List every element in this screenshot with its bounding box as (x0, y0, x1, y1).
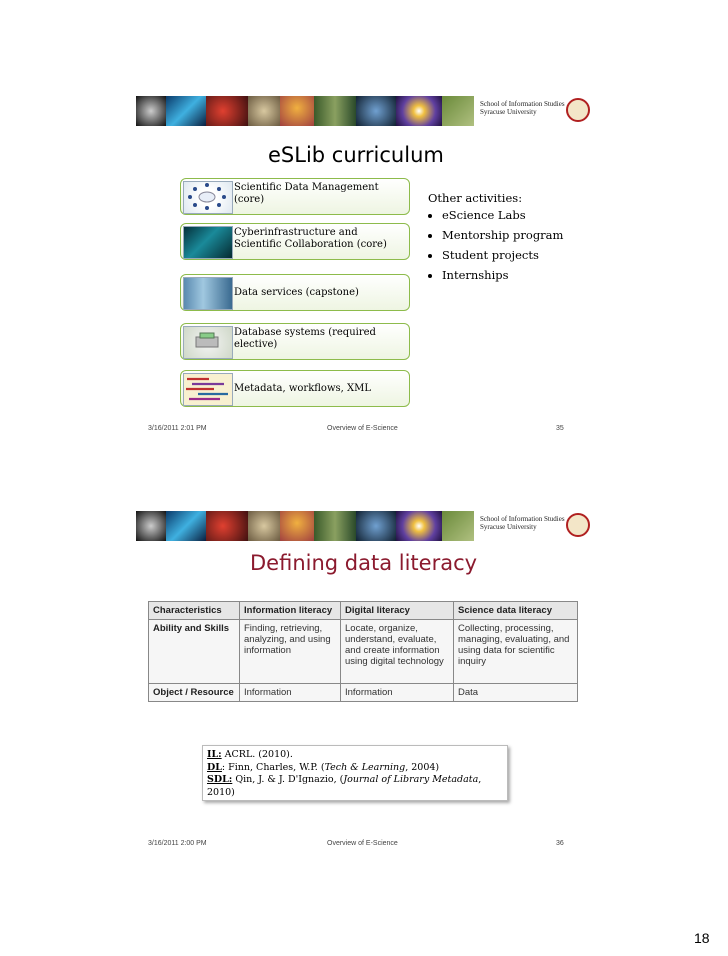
column-header: Digital literacy (341, 602, 454, 620)
footer-page: 36 (556, 840, 564, 847)
other-activities-heading: Other activities: (428, 191, 523, 205)
table-cell: Data (454, 684, 578, 702)
school-name: School of Information Studies (480, 515, 565, 523)
footer-page: 35 (556, 425, 564, 432)
header-banner (136, 96, 592, 126)
course-label: Scientific Data Management (core) (234, 182, 379, 205)
course-item (180, 323, 410, 360)
course-item (180, 274, 410, 311)
slide-title: eSLib curriculum (268, 143, 444, 167)
course-label: Database systems (required elective) (234, 327, 376, 350)
table-cell: Information (240, 684, 341, 702)
list-item: • Internships (442, 268, 578, 283)
database-device-icon (183, 326, 233, 359)
university-name: Syracuse University (480, 108, 537, 116)
network-grid-icon (183, 226, 233, 259)
row-header: Object / Resource (149, 684, 240, 702)
footer-title: Overview of E-Science (327, 840, 398, 847)
data-literacy-table (148, 601, 578, 702)
row-header: Ability and Skills (149, 620, 240, 684)
footer-date: 3/16/2011 2:00 PM (148, 840, 207, 847)
course-label: Cyberinfrastructure and Scientific Collaboration (core) (234, 227, 387, 250)
table-cell: Locate, organize, understand, evaluate, and create information using digital technology (341, 620, 454, 684)
data-management-cycle-icon (183, 181, 233, 214)
table-row (149, 684, 578, 702)
other-activities-list (428, 208, 578, 283)
page-number: 18 (694, 930, 710, 946)
header-banner (136, 511, 592, 541)
table-cell: Information (341, 684, 454, 702)
other-activities (428, 191, 578, 288)
footer-date: 3/16/2011 2:01 PM (148, 425, 207, 432)
references-box (202, 745, 508, 801)
footer-title: Overview of E-Science (327, 425, 398, 432)
school-label (474, 511, 592, 541)
school-name: School of Information Studies (480, 100, 565, 108)
course-item (180, 370, 410, 407)
university-seal-icon (566, 98, 590, 122)
reference-il: IL: ACRL. (2010). (207, 749, 293, 760)
course-item (180, 178, 410, 215)
course-label: Metadata, workflows, XML (234, 383, 371, 394)
university-name: Syracuse University (480, 523, 537, 531)
list-item: • eScience Labs (442, 208, 578, 223)
list-item: • Student projects (442, 248, 578, 263)
course-label: Data services (capstone) (234, 287, 359, 298)
column-header: Characteristics (149, 602, 240, 620)
column-header: Science data literacy (454, 602, 578, 620)
reference-sdl: SDL: Qin, J. & J. D'Ignazio, (Journal of Library Metadata, 2010) (207, 774, 482, 798)
word-cloud-icon (183, 373, 233, 406)
list-item: • Mentorship program (442, 228, 578, 243)
slide-title: Defining data literacy (250, 551, 478, 575)
reference-dl: DL: Finn, Charles, W.P. (Tech & Learning, 2004) (207, 761, 440, 773)
slide-35 (136, 96, 592, 441)
school-label (474, 96, 592, 126)
table-header-row (149, 602, 578, 620)
university-seal-icon (566, 513, 590, 537)
column-header: Information literacy (240, 602, 341, 620)
course-item (180, 223, 410, 260)
server-rack-icon (183, 277, 233, 310)
table-cell: Finding, retrieving, analyzing, and using information (240, 620, 341, 684)
table-row (149, 620, 578, 684)
table-cell: Collecting, processing, managing, evaluating, and using data for scientific inquiry (454, 620, 578, 684)
